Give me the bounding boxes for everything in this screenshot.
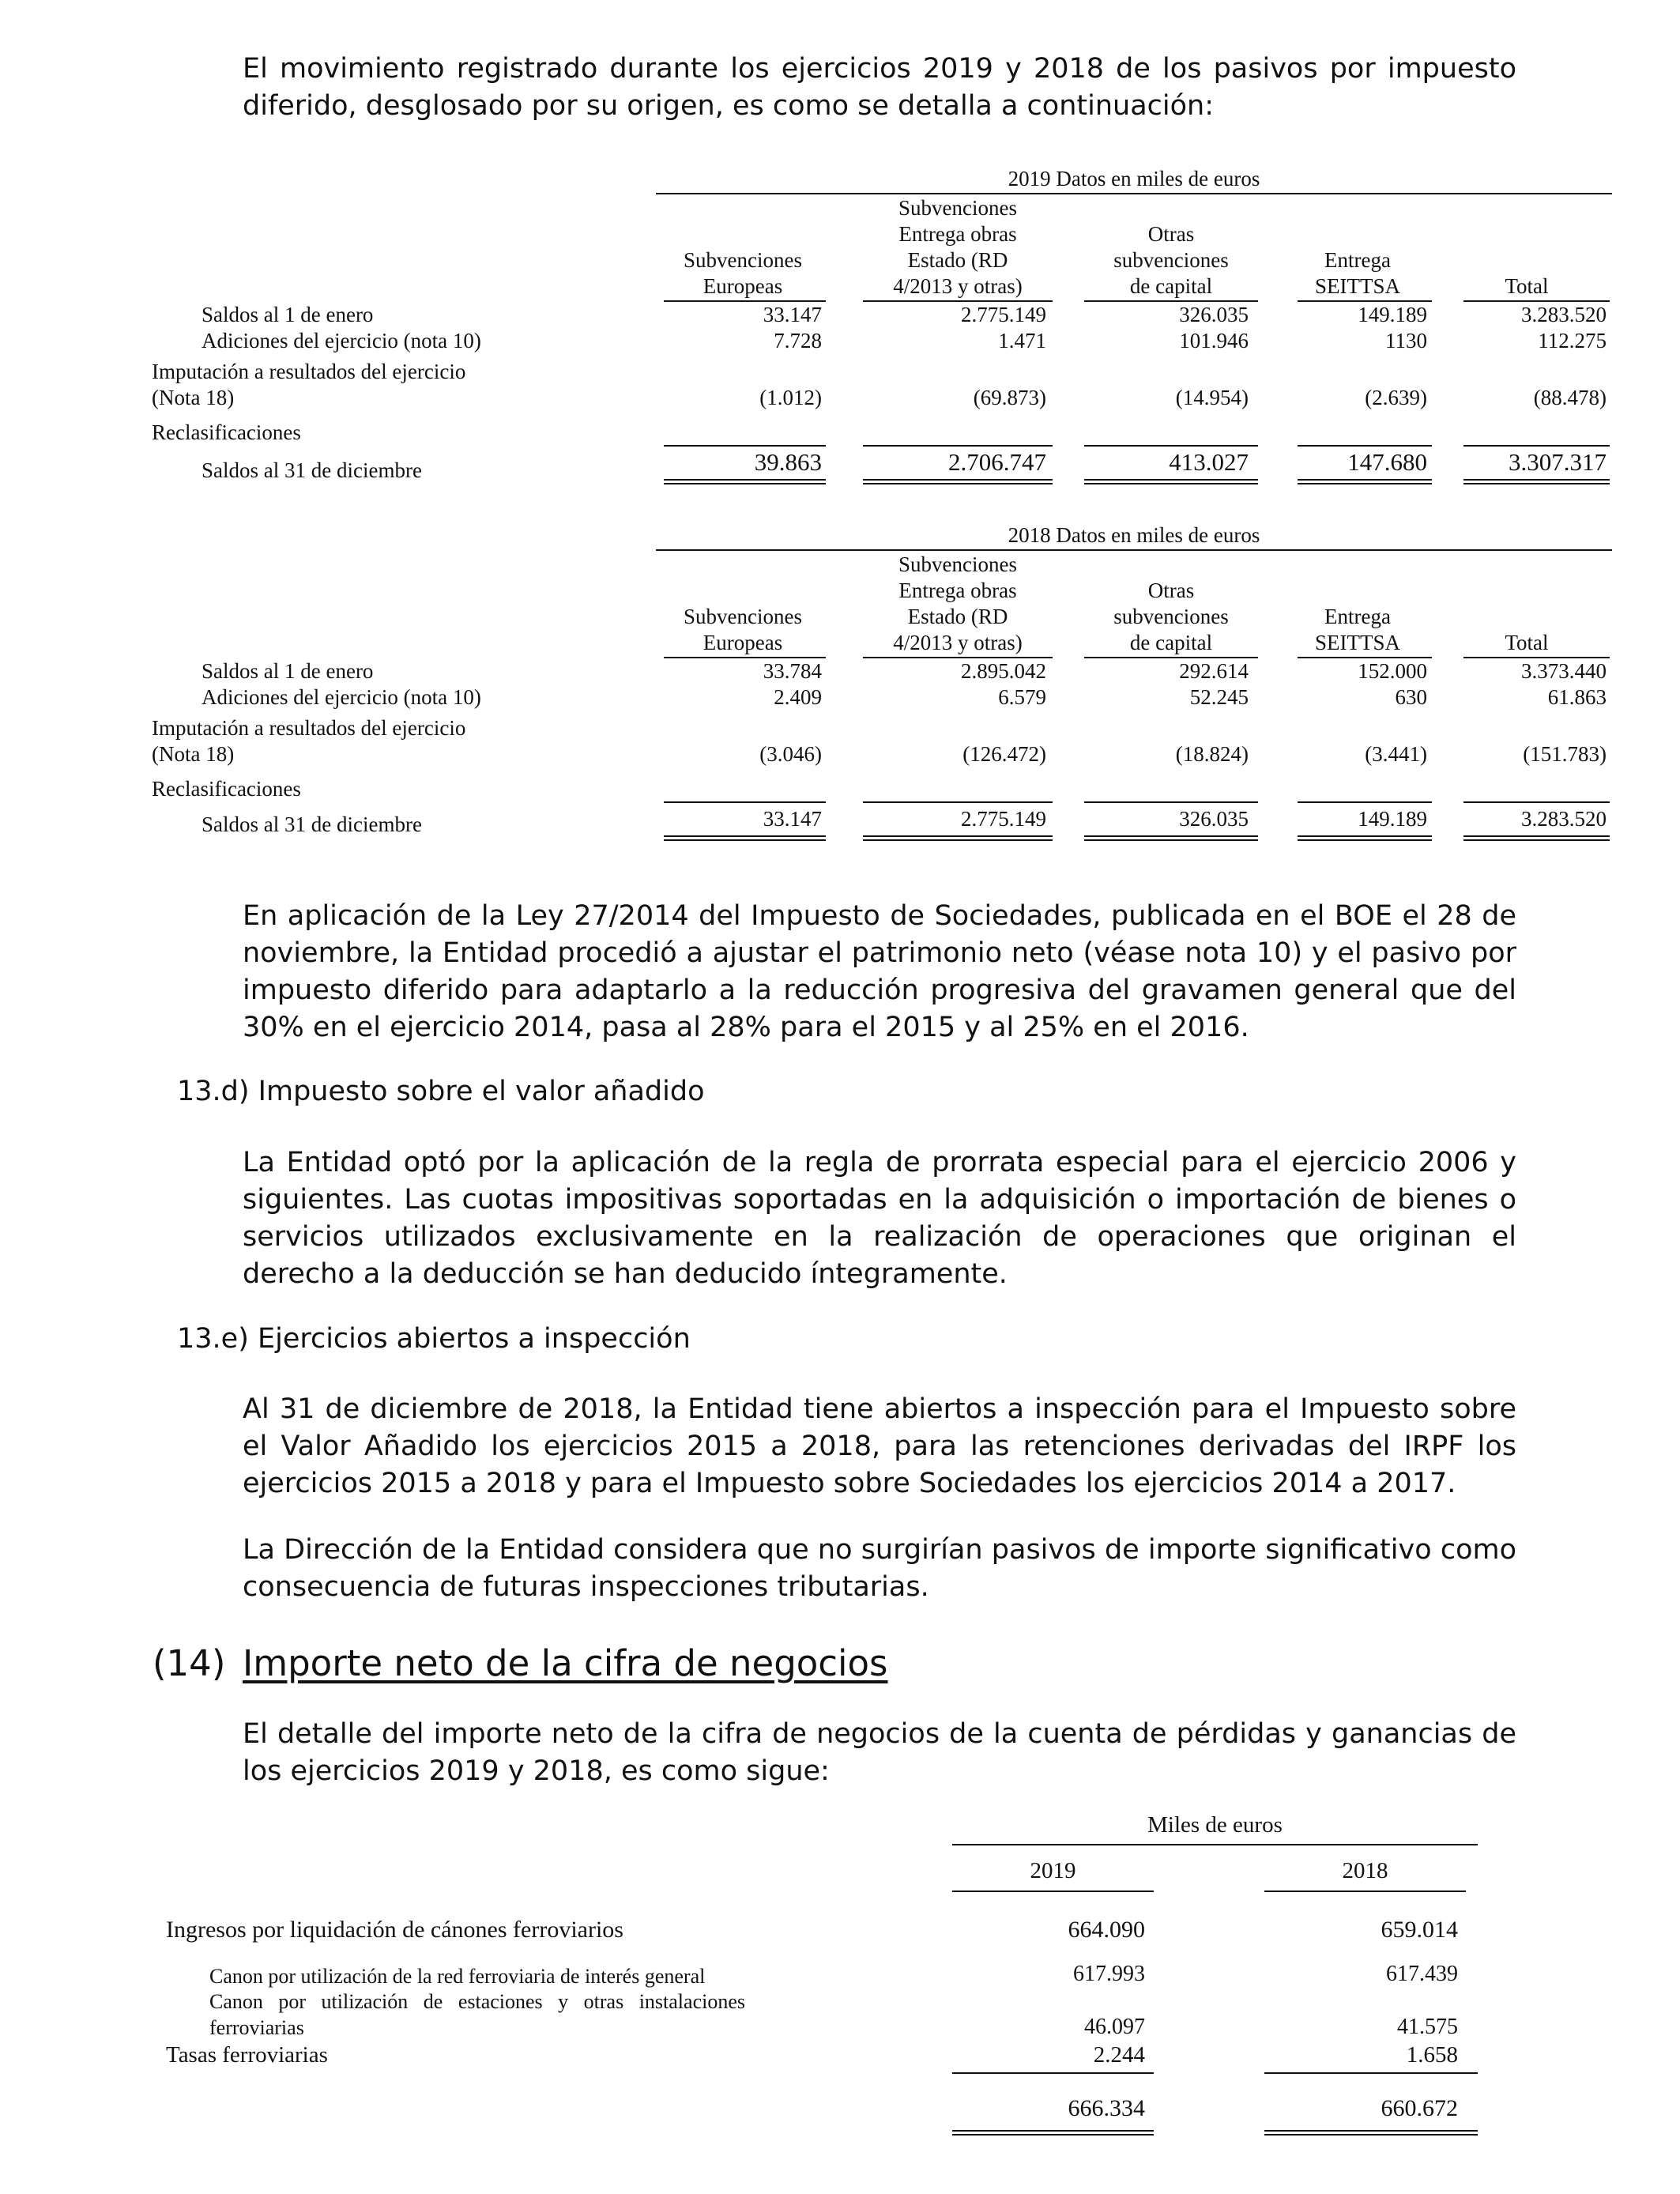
row-label: Saldos al 31 de diciembre bbox=[202, 458, 422, 482]
cell-value: 666.334 bbox=[1068, 2095, 1145, 2121]
cell-value: 6.579 bbox=[998, 685, 1046, 709]
cell-value: 3.373.440 bbox=[1521, 659, 1607, 683]
cell-value: 659.014 bbox=[1381, 1917, 1458, 1943]
cell-value: 147.680 bbox=[1347, 448, 1427, 476]
paragraph-ley: En aplicación de la Ley 27/2014 del Impuesto de Sociedades, publicada en el BOE el 28 de noviembre, la Entidad procedió a ajustar el patrimonio neto (véase nota 10) y el pasivo por impuesto diferido para adaptarlo a la reducción progresiva del gravamen general que del 30% en el ejercicio 2014, pasa al 28% para el 2015 y al 25% en el 2016. bbox=[243, 900, 1516, 1043]
cell-value: 292.614 bbox=[1179, 659, 1249, 683]
cell-value: 664.090 bbox=[1068, 1917, 1145, 1943]
cell-value: 413.027 bbox=[1169, 448, 1249, 476]
cell-value: 2.775.149 bbox=[961, 807, 1046, 831]
column-header: Otras subvenciones de capital bbox=[1113, 222, 1229, 298]
cell-value: (2.639) bbox=[1365, 386, 1427, 409]
paragraph-13d: La Entidad optó por la aplicación de la regla de prorrata especial para el ejercicio 2006 y siguientes. Las cuotas impositivas soportadas en la adquisición o importación de bienes o servicios utilizados exclusivamente en la realización de operaciones que originan el derecho a la deducción se han deducido íntegramente. bbox=[243, 1147, 1516, 1290]
row-label: (Nota 18) bbox=[152, 386, 235, 409]
row-label: Adiciones del ejercicio (nota 10) bbox=[202, 329, 481, 352]
table-caption: 2019 Datos en miles de euros bbox=[1008, 167, 1260, 190]
row-label: (Nota 18) bbox=[152, 742, 235, 766]
row-label: Saldos al 1 de enero bbox=[202, 303, 374, 326]
row-label: Canon por utilización de la red ferroviaria de interés general bbox=[209, 1965, 706, 1988]
cell-value: 7.728 bbox=[774, 329, 822, 352]
cell-value: (69.873) bbox=[973, 386, 1046, 409]
cell-value: 2.706.747 bbox=[948, 448, 1046, 476]
cell-value: 2.244 bbox=[1093, 2042, 1145, 2068]
column-header: Total bbox=[1505, 274, 1549, 298]
paragraph-13e-2: La Dirección de la Entidad considera que no surgirían pasivos de importe significativo como consecuencia de futuras inspecciones tributarias. bbox=[243, 1534, 1516, 1603]
cell-value: 326.035 bbox=[1179, 303, 1249, 326]
row-label: Reclasificaciones bbox=[152, 420, 301, 444]
row-label: Imputación a resultados del ejercicio bbox=[152, 360, 466, 383]
cell-value: 326.035 bbox=[1179, 807, 1249, 831]
column-header: Otras subvenciones de capital bbox=[1113, 579, 1229, 654]
column-header: Subvenciones Europeas bbox=[684, 248, 802, 298]
cell-value: (151.783) bbox=[1523, 742, 1607, 766]
cell-value: 152.000 bbox=[1358, 659, 1427, 683]
revenue-caption: Miles de euros bbox=[1147, 1812, 1283, 1838]
cell-value: 52.245 bbox=[1189, 685, 1249, 709]
paragraph-13e-1: Al 31 de diciembre de 2018, la Entidad tiene abiertos a inspección para el Impuesto sobre el Valor Añadido los ejercicios 2015 a 2018, para las retenciones derivadas del IRPF los ejercicios 2015 a 2018 y para el Impuesto sobre Sociedades los ejercicios 2014 a 2017. bbox=[243, 1393, 1516, 1499]
cell-value: 39.863 bbox=[754, 448, 822, 476]
cell-value: 617.439 bbox=[1386, 1962, 1458, 1986]
heading-13d: 13.d) Impuesto sobre el valor añadido bbox=[177, 1076, 705, 1107]
column-header: Subvenciones Entrega obras Estado (RD 4/2013 y otras) bbox=[893, 196, 1023, 298]
row-label: Adiciones del ejercicio (nota 10) bbox=[202, 685, 481, 709]
column-header: Total bbox=[1505, 631, 1549, 654]
cell-value: 3.283.520 bbox=[1521, 807, 1607, 831]
cell-value: (3.046) bbox=[759, 742, 822, 766]
cell-value: (3.441) bbox=[1365, 742, 1427, 766]
cell-value: 1.658 bbox=[1406, 2042, 1458, 2068]
cell-value: (14.954) bbox=[1175, 386, 1249, 409]
cell-value: 41.575 bbox=[1397, 2015, 1458, 2039]
column-header: Entrega SEITTSA bbox=[1315, 605, 1400, 654]
cell-value: 61.863 bbox=[1547, 685, 1607, 709]
cell-value: 2.409 bbox=[774, 685, 822, 709]
cell-value: 2.775.149 bbox=[961, 303, 1046, 326]
cell-value: 149.189 bbox=[1358, 807, 1427, 831]
cell-value: 33.784 bbox=[763, 659, 822, 683]
cell-value: (126.472) bbox=[962, 742, 1046, 766]
year-header: 2019 bbox=[1030, 1858, 1076, 1883]
cell-value: 3.307.317 bbox=[1509, 448, 1607, 476]
table-caption: 2018 Datos en miles de euros bbox=[1008, 523, 1260, 547]
row-label: Reclasificaciones bbox=[152, 777, 301, 801]
column-header: Subvenciones Entrega obras Estado (RD 4/2013 y otras) bbox=[893, 552, 1023, 654]
cell-value: 3.283.520 bbox=[1521, 303, 1607, 326]
cell-value: (18.824) bbox=[1175, 742, 1249, 766]
cell-value: 1130 bbox=[1385, 329, 1427, 352]
cell-value: 1.471 bbox=[998, 329, 1046, 352]
cell-value: (1.012) bbox=[759, 386, 822, 409]
column-header: Subvenciones Europeas bbox=[684, 605, 802, 654]
section-intro: El detalle del importe neto de la cifra de negocios de la cuenta de pérdidas y ganancias de los ejercicios 2019 y 2018, es como sigue: bbox=[243, 1718, 1516, 1787]
cell-value: 617.993 bbox=[1073, 1962, 1145, 1986]
row-label: Ingresos por liquidación de cánones ferroviarios bbox=[166, 1917, 623, 1943]
cell-value: 33.147 bbox=[763, 303, 822, 326]
cell-value: 660.672 bbox=[1381, 2095, 1458, 2121]
row-label: ferroviarias bbox=[209, 2016, 304, 2039]
cell-value: 46.097 bbox=[1084, 2015, 1145, 2039]
row-label: Saldos al 31 de diciembre bbox=[202, 812, 422, 836]
row-label: Tasas ferroviarias bbox=[166, 2042, 328, 2068]
section-number: (14) bbox=[153, 1642, 226, 1684]
cell-value: 33.147 bbox=[763, 807, 822, 831]
row-label: Canon por utilización de estaciones y otras instalaciones bbox=[209, 1990, 745, 2013]
intro-paragraph: El movimiento registrado durante los ejercicios 2019 y 2018 de los pasivos por impuesto diferido, desglosado por su origen, es como se detalla a continuación: bbox=[243, 53, 1516, 122]
cell-value: (88.478) bbox=[1533, 386, 1607, 409]
row-label: Imputación a resultados del ejercicio bbox=[152, 716, 466, 740]
cell-value: 2.895.042 bbox=[961, 659, 1046, 683]
cell-value: 149.189 bbox=[1358, 303, 1427, 326]
section-title: Importe neto de la cifra de negocios bbox=[243, 1642, 888, 1684]
cell-value: 630 bbox=[1395, 685, 1427, 709]
year-header: 2018 bbox=[1342, 1858, 1388, 1883]
heading-13e: 13.e) Ejercicios abiertos a inspección bbox=[177, 1323, 691, 1355]
column-header: Entrega SEITTSA bbox=[1315, 248, 1400, 298]
cell-value: 112.275 bbox=[1538, 329, 1607, 352]
cell-value: 101.946 bbox=[1179, 329, 1249, 352]
row-label: Saldos al 1 de enero bbox=[202, 659, 374, 683]
